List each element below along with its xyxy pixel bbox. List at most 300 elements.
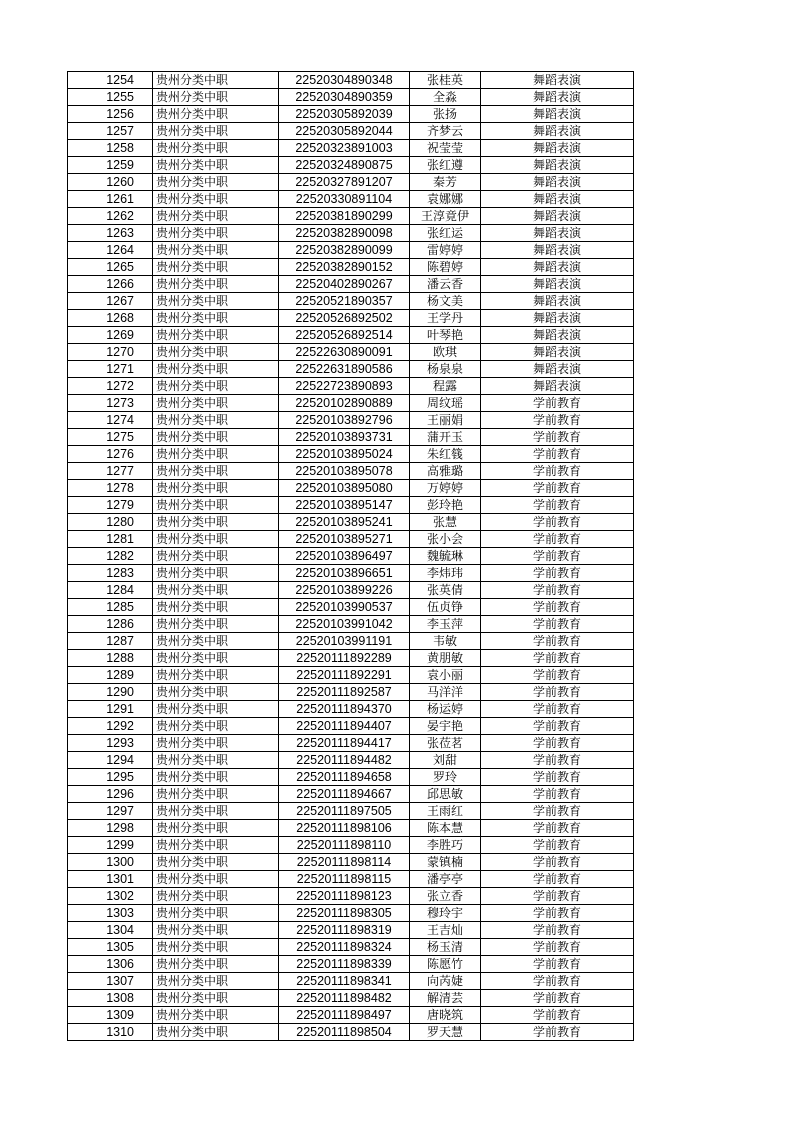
- category-cell: 贵州分类中职: [153, 973, 279, 990]
- row-number-cell: 1276: [68, 446, 153, 463]
- exam-id-cell: 22520382890098: [279, 225, 410, 242]
- major-cell: 学前教育: [481, 1024, 634, 1041]
- table-row: [68, 140, 634, 157]
- exam-id-cell: 22520111894370: [279, 701, 410, 718]
- student-name-cell: 张小会: [410, 531, 481, 548]
- category-cell: 贵州分类中职: [153, 395, 279, 412]
- category-cell: 贵州分类中职: [153, 174, 279, 191]
- exam-id-cell: 22520103896497: [279, 548, 410, 565]
- row-number-cell: 1284: [68, 582, 153, 599]
- category-cell: 贵州分类中职: [153, 327, 279, 344]
- student-name-cell: 袁娜娜: [410, 191, 481, 208]
- category-cell: 贵州分类中职: [153, 225, 279, 242]
- exam-id-cell: 22520111898110: [279, 837, 410, 854]
- table-row: [68, 72, 634, 89]
- row-number-cell: 1299: [68, 837, 153, 854]
- major-cell: 舞蹈表演: [481, 225, 634, 242]
- exam-id-cell: 22520305892039: [279, 106, 410, 123]
- student-name-cell: 王吉灿: [410, 922, 481, 939]
- student-name-cell: 欧琪: [410, 344, 481, 361]
- table-row: [68, 718, 634, 735]
- major-cell: 学前教育: [481, 820, 634, 837]
- category-cell: 贵州分类中职: [153, 497, 279, 514]
- student-name-cell: 伍贞铮: [410, 599, 481, 616]
- row-number-cell: 1296: [68, 786, 153, 803]
- table-row: [68, 905, 634, 922]
- table-row: [68, 480, 634, 497]
- major-cell: 舞蹈表演: [481, 174, 634, 191]
- student-name-cell: 张红遵: [410, 157, 481, 174]
- exam-id-cell: 22522723890893: [279, 378, 410, 395]
- category-cell: 贵州分类中职: [153, 157, 279, 174]
- table-row: [68, 1007, 634, 1024]
- major-cell: 学前教育: [481, 973, 634, 990]
- table-row: [68, 412, 634, 429]
- exam-id-cell: 22520381890299: [279, 208, 410, 225]
- table-row: [68, 310, 634, 327]
- category-cell: 贵州分类中职: [153, 752, 279, 769]
- major-cell: 学前教育: [481, 922, 634, 939]
- major-cell: 学前教育: [481, 531, 634, 548]
- exam-id-cell: 22520111892291: [279, 667, 410, 684]
- student-name-cell: 向芮婕: [410, 973, 481, 990]
- category-cell: 贵州分类中职: [153, 667, 279, 684]
- exam-id-cell: 22520111898106: [279, 820, 410, 837]
- table-row: [68, 837, 634, 854]
- category-cell: 贵州分类中职: [153, 89, 279, 106]
- table-row: [68, 395, 634, 412]
- student-name-cell: 陈碧婷: [410, 259, 481, 276]
- row-number-cell: 1256: [68, 106, 153, 123]
- student-name-cell: 叶琴艳: [410, 327, 481, 344]
- category-cell: 贵州分类中职: [153, 429, 279, 446]
- major-cell: 舞蹈表演: [481, 106, 634, 123]
- row-number-cell: 1294: [68, 752, 153, 769]
- exam-id-cell: 22520103991191: [279, 633, 410, 650]
- row-number-cell: 1260: [68, 174, 153, 191]
- exam-id-cell: 22520111892587: [279, 684, 410, 701]
- category-cell: 贵州分类中职: [153, 701, 279, 718]
- major-cell: 学前教育: [481, 446, 634, 463]
- category-cell: 贵州分类中职: [153, 820, 279, 837]
- category-cell: 贵州分类中职: [153, 548, 279, 565]
- major-cell: 学前教育: [481, 752, 634, 769]
- exam-id-cell: 22520103991042: [279, 616, 410, 633]
- row-number-cell: 1266: [68, 276, 153, 293]
- row-number-cell: 1282: [68, 548, 153, 565]
- exam-id-cell: 22522630890091: [279, 344, 410, 361]
- major-cell: 学前教育: [481, 854, 634, 871]
- student-name-cell: 晏宇艳: [410, 718, 481, 735]
- row-number-cell: 1259: [68, 157, 153, 174]
- exam-id-cell: 22520111894482: [279, 752, 410, 769]
- category-cell: 贵州分类中职: [153, 140, 279, 157]
- category-cell: 贵州分类中职: [153, 718, 279, 735]
- major-cell: 学前教育: [481, 582, 634, 599]
- category-cell: 贵州分类中职: [153, 786, 279, 803]
- major-cell: 舞蹈表演: [481, 361, 634, 378]
- table-row: [68, 361, 634, 378]
- table-row: [68, 633, 634, 650]
- major-cell: 学前教育: [481, 1007, 634, 1024]
- student-name-cell: 万婷婷: [410, 480, 481, 497]
- exam-id-cell: 22520103895024: [279, 446, 410, 463]
- category-cell: 贵州分类中职: [153, 310, 279, 327]
- category-cell: 贵州分类中职: [153, 378, 279, 395]
- student-name-cell: 唐晓筑: [410, 1007, 481, 1024]
- row-number-cell: 1263: [68, 225, 153, 242]
- major-cell: 学前教育: [481, 412, 634, 429]
- table-row: [68, 174, 634, 191]
- major-cell: 学前教育: [481, 735, 634, 752]
- exam-id-cell: 22520111894658: [279, 769, 410, 786]
- row-number-cell: 1307: [68, 973, 153, 990]
- table-row: [68, 344, 634, 361]
- row-number-cell: 1308: [68, 990, 153, 1007]
- table-row: [68, 225, 634, 242]
- table-row: [68, 582, 634, 599]
- major-cell: 舞蹈表演: [481, 327, 634, 344]
- category-cell: 贵州分类中职: [153, 650, 279, 667]
- student-name-cell: 蒙镇楠: [410, 854, 481, 871]
- row-number-cell: 1254: [68, 72, 153, 89]
- exam-id-cell: 22520324890875: [279, 157, 410, 174]
- table-row: [68, 888, 634, 905]
- row-number-cell: 1295: [68, 769, 153, 786]
- student-name-cell: 朱红篯: [410, 446, 481, 463]
- row-number-cell: 1261: [68, 191, 153, 208]
- row-number-cell: 1293: [68, 735, 153, 752]
- exam-id-cell: 22520103893731: [279, 429, 410, 446]
- major-cell: 学前教育: [481, 769, 634, 786]
- row-number-cell: 1277: [68, 463, 153, 480]
- exam-id-cell: 22520103899226: [279, 582, 410, 599]
- student-name-cell: 陈本慧: [410, 820, 481, 837]
- major-cell: 学前教育: [481, 565, 634, 582]
- major-cell: 舞蹈表演: [481, 191, 634, 208]
- exam-id-cell: 22520111894667: [279, 786, 410, 803]
- exam-id-cell: 22520111898504: [279, 1024, 410, 1041]
- row-number-cell: 1258: [68, 140, 153, 157]
- row-number-cell: 1264: [68, 242, 153, 259]
- table-row: [68, 752, 634, 769]
- category-cell: 贵州分类中职: [153, 871, 279, 888]
- row-number-cell: 1267: [68, 293, 153, 310]
- student-name-cell: 袁小丽: [410, 667, 481, 684]
- major-cell: 学前教育: [481, 990, 634, 1007]
- row-number-cell: 1298: [68, 820, 153, 837]
- category-cell: 贵州分类中职: [153, 208, 279, 225]
- category-cell: 贵州分类中职: [153, 123, 279, 140]
- student-name-cell: 张红运: [410, 225, 481, 242]
- student-name-cell: 程露: [410, 378, 481, 395]
- student-name-cell: 王淳竟伊: [410, 208, 481, 225]
- exam-id-cell: 22520111894407: [279, 718, 410, 735]
- major-cell: 学前教育: [481, 871, 634, 888]
- table-row: [68, 157, 634, 174]
- category-cell: 贵州分类中职: [153, 854, 279, 871]
- exam-id-cell: 22520304890359: [279, 89, 410, 106]
- table-row: [68, 327, 634, 344]
- table-row: [68, 208, 634, 225]
- exam-id-cell: 22520111898123: [279, 888, 410, 905]
- category-cell: 贵州分类中职: [153, 956, 279, 973]
- table-row: [68, 684, 634, 701]
- exam-id-cell: 22520526892502: [279, 310, 410, 327]
- student-name-cell: 张立香: [410, 888, 481, 905]
- student-name-cell: 秦芳: [410, 174, 481, 191]
- major-cell: 舞蹈表演: [481, 242, 634, 259]
- major-cell: 学前教育: [481, 650, 634, 667]
- row-number-cell: 1257: [68, 123, 153, 140]
- student-name-cell: 韦敏: [410, 633, 481, 650]
- roster-table-body: [68, 72, 634, 1041]
- row-number-cell: 1269: [68, 327, 153, 344]
- student-name-cell: 罗天慧: [410, 1024, 481, 1041]
- table-row: [68, 514, 634, 531]
- student-name-cell: 全淼: [410, 89, 481, 106]
- exam-id-cell: 22520103895147: [279, 497, 410, 514]
- exam-id-cell: 22520330891104: [279, 191, 410, 208]
- table-row: [68, 531, 634, 548]
- exam-id-cell: 22520102890889: [279, 395, 410, 412]
- table-row: [68, 650, 634, 667]
- table-row: [68, 191, 634, 208]
- row-number-cell: 1305: [68, 939, 153, 956]
- table-row: [68, 599, 634, 616]
- major-cell: 学前教育: [481, 939, 634, 956]
- student-name-cell: 魏毓琳: [410, 548, 481, 565]
- row-number-cell: 1306: [68, 956, 153, 973]
- major-cell: 学前教育: [481, 837, 634, 854]
- exam-id-cell: 22522631890586: [279, 361, 410, 378]
- admission-roster-table: [67, 71, 634, 1041]
- major-cell: 学前教育: [481, 633, 634, 650]
- major-cell: 舞蹈表演: [481, 89, 634, 106]
- student-name-cell: 王丽娟: [410, 412, 481, 429]
- table-row: [68, 497, 634, 514]
- row-number-cell: 1302: [68, 888, 153, 905]
- major-cell: 舞蹈表演: [481, 140, 634, 157]
- row-number-cell: 1268: [68, 310, 153, 327]
- category-cell: 贵州分类中职: [153, 939, 279, 956]
- student-name-cell: 王雨红: [410, 803, 481, 820]
- category-cell: 贵州分类中职: [153, 1024, 279, 1041]
- row-number-cell: 1292: [68, 718, 153, 735]
- table-row: [68, 259, 634, 276]
- table-row: [68, 242, 634, 259]
- student-name-cell: 李玉萍: [410, 616, 481, 633]
- student-name-cell: 张英倩: [410, 582, 481, 599]
- major-cell: 学前教育: [481, 803, 634, 820]
- exam-id-cell: 22520111898115: [279, 871, 410, 888]
- exam-id-cell: 22520382890099: [279, 242, 410, 259]
- exam-id-cell: 22520323891003: [279, 140, 410, 157]
- exam-id-cell: 22520526892514: [279, 327, 410, 344]
- table-row: [68, 854, 634, 871]
- exam-id-cell: 22520521890357: [279, 293, 410, 310]
- major-cell: 舞蹈表演: [481, 293, 634, 310]
- category-cell: 贵州分类中职: [153, 191, 279, 208]
- exam-id-cell: 22520111898324: [279, 939, 410, 956]
- category-cell: 贵州分类中职: [153, 276, 279, 293]
- table-row: [68, 106, 634, 123]
- category-cell: 贵州分类中职: [153, 361, 279, 378]
- table-row: [68, 429, 634, 446]
- table-row: [68, 378, 634, 395]
- table-row: [68, 701, 634, 718]
- table-row: [68, 820, 634, 837]
- row-number-cell: 1290: [68, 684, 153, 701]
- student-name-cell: 杨泉泉: [410, 361, 481, 378]
- major-cell: 舞蹈表演: [481, 344, 634, 361]
- student-name-cell: 黄朋敏: [410, 650, 481, 667]
- row-number-cell: 1297: [68, 803, 153, 820]
- major-cell: 学前教育: [481, 956, 634, 973]
- major-cell: 学前教育: [481, 905, 634, 922]
- category-cell: 贵州分类中职: [153, 242, 279, 259]
- major-cell: 舞蹈表演: [481, 208, 634, 225]
- table-row: [68, 922, 634, 939]
- row-number-cell: 1262: [68, 208, 153, 225]
- student-name-cell: 罗玲: [410, 769, 481, 786]
- student-name-cell: 刘甜: [410, 752, 481, 769]
- category-cell: 贵州分类中职: [153, 259, 279, 276]
- row-number-cell: 1300: [68, 854, 153, 871]
- category-cell: 贵州分类中职: [153, 684, 279, 701]
- student-name-cell: 陈愿竹: [410, 956, 481, 973]
- row-number-cell: 1281: [68, 531, 153, 548]
- exam-id-cell: 22520111897505: [279, 803, 410, 820]
- row-number-cell: 1265: [68, 259, 153, 276]
- row-number-cell: 1274: [68, 412, 153, 429]
- table-row: [68, 871, 634, 888]
- student-name-cell: 穆玲宇: [410, 905, 481, 922]
- student-name-cell: 张桂英: [410, 72, 481, 89]
- major-cell: 舞蹈表演: [481, 72, 634, 89]
- category-cell: 贵州分类中职: [153, 990, 279, 1007]
- table-row: [68, 446, 634, 463]
- major-cell: 学前教育: [481, 548, 634, 565]
- table-row: [68, 616, 634, 633]
- student-name-cell: 马洋洋: [410, 684, 481, 701]
- category-cell: 贵州分类中职: [153, 888, 279, 905]
- student-name-cell: 张扬: [410, 106, 481, 123]
- table-row: [68, 990, 634, 1007]
- table-row: [68, 1024, 634, 1041]
- row-number-cell: 1303: [68, 905, 153, 922]
- table-row: [68, 565, 634, 582]
- major-cell: 舞蹈表演: [481, 378, 634, 395]
- category-cell: 贵州分类中职: [153, 565, 279, 582]
- category-cell: 贵州分类中职: [153, 922, 279, 939]
- category-cell: 贵州分类中职: [153, 905, 279, 922]
- exam-id-cell: 22520402890267: [279, 276, 410, 293]
- major-cell: 舞蹈表演: [481, 310, 634, 327]
- category-cell: 贵州分类中职: [153, 463, 279, 480]
- exam-id-cell: 22520111898497: [279, 1007, 410, 1024]
- exam-id-cell: 22520305892044: [279, 123, 410, 140]
- table-row: [68, 89, 634, 106]
- row-number-cell: 1275: [68, 429, 153, 446]
- major-cell: 学前教育: [481, 667, 634, 684]
- major-cell: 学前教育: [481, 497, 634, 514]
- major-cell: 学前教育: [481, 684, 634, 701]
- student-name-cell: 高雅璐: [410, 463, 481, 480]
- category-cell: 贵州分类中职: [153, 633, 279, 650]
- major-cell: 学前教育: [481, 616, 634, 633]
- category-cell: 贵州分类中职: [153, 803, 279, 820]
- row-number-cell: 1285: [68, 599, 153, 616]
- exam-id-cell: 22520111898482: [279, 990, 410, 1007]
- row-number-cell: 1286: [68, 616, 153, 633]
- table-row: [68, 939, 634, 956]
- student-name-cell: 潘云香: [410, 276, 481, 293]
- table-row: [68, 803, 634, 820]
- student-name-cell: 张莅茗: [410, 735, 481, 752]
- category-cell: 贵州分类中职: [153, 344, 279, 361]
- exam-id-cell: 22520111898339: [279, 956, 410, 973]
- category-cell: 贵州分类中职: [153, 735, 279, 752]
- exam-id-cell: 22520103895080: [279, 480, 410, 497]
- table-row: [68, 463, 634, 480]
- exam-id-cell: 22520111894417: [279, 735, 410, 752]
- major-cell: 学前教育: [481, 395, 634, 412]
- student-name-cell: 杨玉清: [410, 939, 481, 956]
- exam-id-cell: 22520327891207: [279, 174, 410, 191]
- major-cell: 学前教育: [481, 701, 634, 718]
- row-number-cell: 1287: [68, 633, 153, 650]
- category-cell: 贵州分类中职: [153, 446, 279, 463]
- student-name-cell: 雷婷婷: [410, 242, 481, 259]
- exam-id-cell: 22520111898305: [279, 905, 410, 922]
- student-name-cell: 王学丹: [410, 310, 481, 327]
- student-name-cell: 周纹瑶: [410, 395, 481, 412]
- exam-id-cell: 22520103892796: [279, 412, 410, 429]
- exam-id-cell: 22520103895271: [279, 531, 410, 548]
- major-cell: 学前教育: [481, 463, 634, 480]
- row-number-cell: 1289: [68, 667, 153, 684]
- major-cell: 学前教育: [481, 480, 634, 497]
- row-number-cell: 1301: [68, 871, 153, 888]
- category-cell: 贵州分类中职: [153, 582, 279, 599]
- table-row: [68, 735, 634, 752]
- student-name-cell: 杨运婷: [410, 701, 481, 718]
- major-cell: 舞蹈表演: [481, 123, 634, 140]
- table-row: [68, 548, 634, 565]
- exam-id-cell: 22520103895241: [279, 514, 410, 531]
- row-number-cell: 1273: [68, 395, 153, 412]
- table-row: [68, 769, 634, 786]
- row-number-cell: 1283: [68, 565, 153, 582]
- row-number-cell: 1309: [68, 1007, 153, 1024]
- category-cell: 贵州分类中职: [153, 293, 279, 310]
- major-cell: 舞蹈表演: [481, 276, 634, 293]
- major-cell: 学前教育: [481, 599, 634, 616]
- student-name-cell: 邱思敏: [410, 786, 481, 803]
- row-number-cell: 1279: [68, 497, 153, 514]
- category-cell: 贵州分类中职: [153, 480, 279, 497]
- category-cell: 贵州分类中职: [153, 837, 279, 854]
- row-number-cell: 1288: [68, 650, 153, 667]
- category-cell: 贵州分类中职: [153, 769, 279, 786]
- row-number-cell: 1291: [68, 701, 153, 718]
- category-cell: 贵州分类中职: [153, 514, 279, 531]
- category-cell: 贵州分类中职: [153, 616, 279, 633]
- major-cell: 舞蹈表演: [481, 259, 634, 276]
- category-cell: 贵州分类中职: [153, 106, 279, 123]
- table-row: [68, 667, 634, 684]
